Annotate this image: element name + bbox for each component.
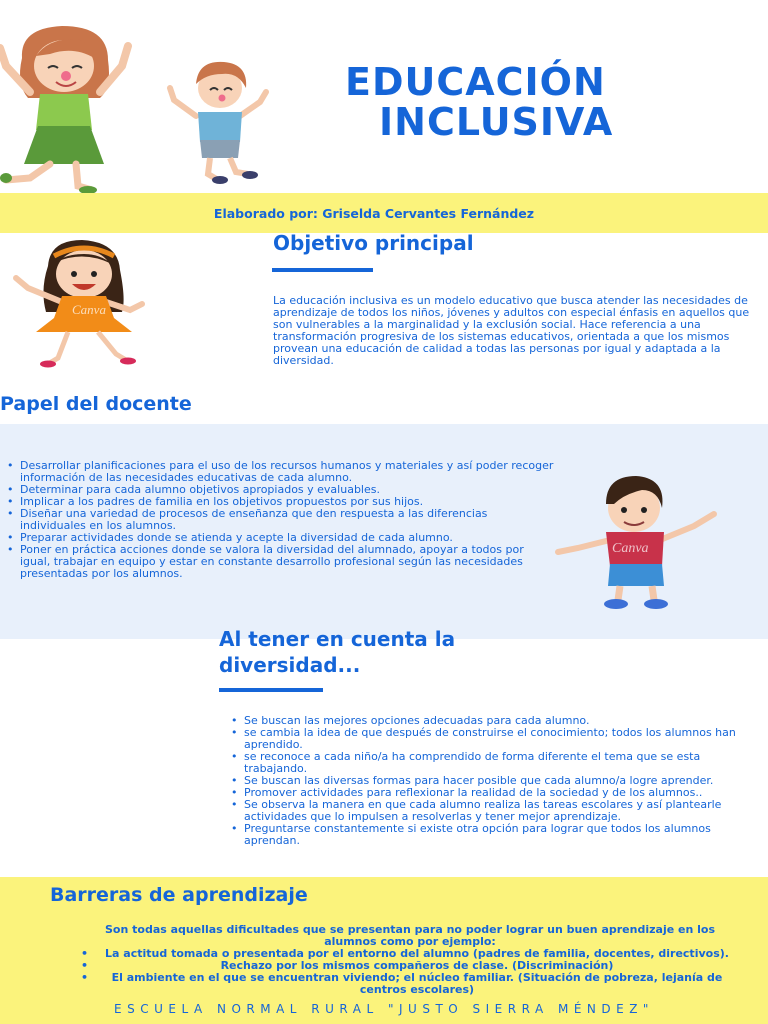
canva-watermark: Canva (612, 541, 649, 556)
woman-cheering-illustration (0, 18, 150, 196)
title-line-1: EDUCACIÓN (345, 60, 606, 104)
list-item: • Determinar para cada alumno objetivos apropiados y evaluables. (6, 484, 556, 496)
diversidad-divider (219, 688, 323, 692)
list-item: • Se buscan las mejores opciones adecuadas para cada alumno. (230, 715, 752, 727)
objetivo-paragraph: La educación inclusiva es un modelo educativo que busca atender las necesidades de aprendizaje de todos los niños, jóvenes y adultos con especial énfasis en aquellos que son vulnerables a la marginalidad y la exclusión social. Hace referencia a una transformación progresiva de los sistemas educativos, orientada a que los mismos provean una educación de calidad a todas las personas por igual y adaptada a la diversidad. (273, 294, 750, 367)
title-line-2: INCLUSIVA (379, 100, 614, 144)
barreras-heading: Barreras de aprendizaje (50, 884, 308, 906)
list-item: • Preparar actividades donde se atienda y acepte la diversidad de cada alumno. (6, 532, 556, 544)
objetivo-heading: Objetivo principal (273, 231, 474, 255)
list-item: • El ambiente en el que se encuentran viviendo; el núcleo familiar. (Situación de pobreza, lejanía de centros escolares) (80, 972, 740, 996)
list-item: • se reconoce a cada niño/a ha comprendido de forma diferente el tema que se esta trabajando. (230, 751, 752, 775)
canva-watermark: Canva (72, 302, 106, 317)
list-item: • Preguntarse constantemente si existe otra opción para lograr que todos los alumnos aprendan. (230, 823, 752, 847)
diversidad-list (230, 715, 752, 847)
author-band (0, 193, 768, 233)
school-name: ESCUELA NORMAL RURAL "JUSTO SIERRA MÉNDEZ" (114, 1002, 654, 1016)
list-item: • Se observa la manera en que cada alumno realiza las tareas escolares y así plantearle actividades que lo impulsen a resolverlas y tener mejor aprendizaje. (230, 799, 752, 823)
boy-jumping-illustration (162, 58, 274, 188)
list-item: • Diseñar una variedad de procesos de enseñanza que den respuesta a las diferencias individuales en los alumnos. (6, 508, 556, 532)
page-title (345, 62, 613, 142)
list-item: • Se buscan las diversas formas para hacer posible que cada alumno/a logre aprender. (230, 775, 752, 787)
list-item: • Rechazo por los mismos compañeros de clase. (Discriminación) (80, 960, 740, 972)
list-item: • se cambia la idea de que después de construirse el conocimiento; todos los alumnos han aprendido. (230, 727, 752, 751)
objetivo-divider (272, 268, 373, 272)
barreras-list (80, 948, 740, 996)
boy-waving-illustration (554, 474, 722, 614)
list-item: • Promover actividades para reflexionar la realidad de la sociedad y de los alumnos.. (230, 787, 752, 799)
barreras-intro: Son todas aquellas dificultades que se presentan para no poder lograr un buen aprendizaje en los alumnos como por ejemplo: (104, 923, 716, 948)
docente-list (6, 460, 556, 580)
list-item: • Poner en práctica acciones donde se valora la diversidad del alumnado, apoyar a todos por igual, trabajar en equipo y estar en constante desarrollo profesional según las necesidades presentadas por los alumnos. (6, 544, 556, 580)
barreras-content (80, 924, 740, 996)
girl-illustration (10, 236, 158, 372)
author-credit: Elaborado por: Griselda Cervantes Fernández (213, 205, 535, 221)
list-item: • La actitud tomada o presentada por el entorno del alumno (padres de familia, docentes, directivos). (80, 948, 740, 960)
list-item: • Desarrollar planificaciones para el uso de los recursos humanos y materiales y así poder recoger información de las necesidades educativas de cada alumno. (6, 460, 556, 484)
list-item: • Implicar a los padres de familia en los objetivos propuestos por sus hijos. (6, 496, 556, 508)
diversidad-heading: Al tener en cuenta la diversidad... (219, 627, 456, 677)
docente-heading: Papel del docente (0, 393, 192, 415)
